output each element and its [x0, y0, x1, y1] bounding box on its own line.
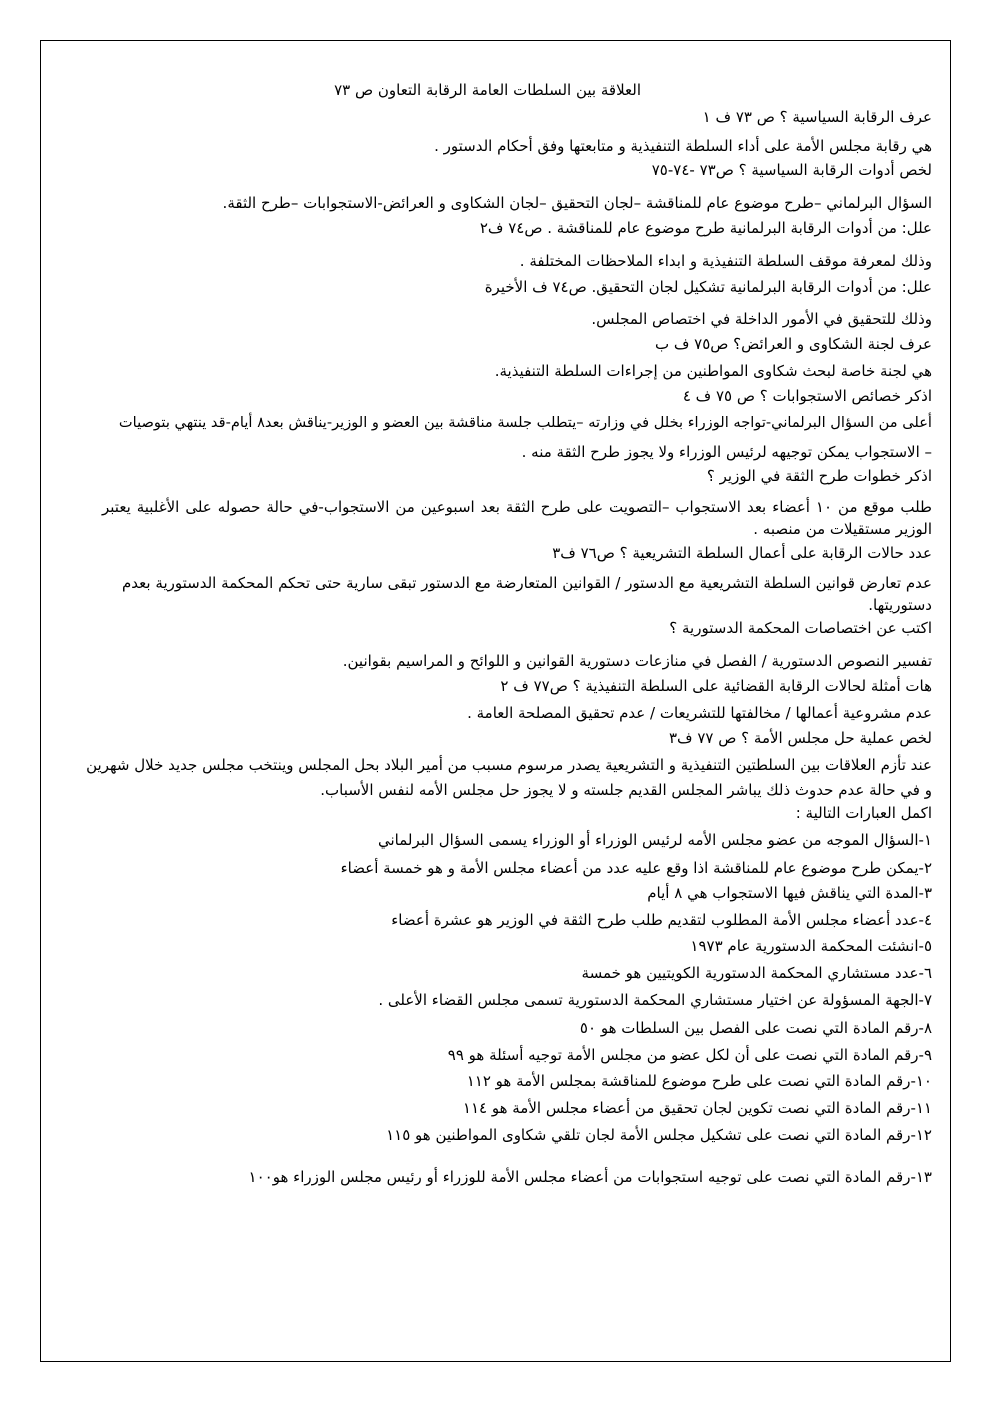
answer-paragraph: عدم تعارض قوانين السلطة التشريعية مع الدستور / القوانين المتعارضة مع الدستور تبقى سارية حتى تحكم المحكمة الدستورية بعدم دستوريتها. [122, 574, 932, 614]
completion-item: ٨-رقم المادة التي نصت على الفصل بين السلطات هو ٥٠ [579, 1019, 932, 1037]
completion-item: ٦-عدد مستشاري المحكمة الدستورية الكويتيين هو خمسة [581, 964, 932, 982]
completion-item: ٣-المدة التي يناقش فيها الاستجواب هي ٨ أيام [647, 884, 932, 902]
answer-line: هي لجنة خاصة لبحث شكاوى المواطنين من إجراءات السلطة التنفيذية. [494, 362, 932, 380]
completion-item: ١-السؤال الموجه من عضو مجلس الأمه لرئيس الوزراء أو الوزراء يسمى السؤال البرلماني [377, 831, 932, 849]
section-heading: اكمل العبارات التالية : [795, 804, 932, 822]
question-line: اذكر خطوات طرح الثقة في الوزير ؟ [706, 467, 932, 485]
answer-line: وذلك للتحقيق في الأمور الداخلة في اختصاص المجلس. [591, 310, 932, 328]
completion-item: ١١-رقم المادة التي نصت تكوين لجان تحقيق من أعضاء مجلس الأمة هو ١١٤ [462, 1099, 932, 1117]
answer-line: السؤال البرلماني –طرح موضوع عام للمناقشة –لجان التحقيق –لجان الشكاوى و العرائض-الاستجوابات –طرح الثقة. [222, 194, 932, 212]
question-line: لخص عملية حل مجلس الأمة ؟ ص ٧٧ ف٣ [668, 729, 932, 747]
question-line: عدد حالات الرقابة على أعمال السلطة التشريعية ؟ ص٧٦ ف٣ [552, 544, 932, 562]
question-line: لخص أدوات الرقابة السياسية ؟ ص٧٣ -٧٤-٧٥ [651, 161, 932, 179]
answer-line: وذلك لمعرفة موقف السلطة التنفيذية و ابداء الملاحظات المختلفة . [519, 252, 932, 270]
answer-line: تفسير النصوص الدستورية / الفصل في منازعات دستورية القوانين و اللوائح و المراسيم بقوانين. [342, 652, 932, 670]
answer-line: هي رقابة مجلس الأمة على أداء السلطة التنفيذية و متابعتها وفق أحكام الدستور . [434, 137, 932, 155]
completion-item: ١٢-رقم المادة التي نصت على تشكيل مجلس الأمة لجان تلقي شكاوى المواطنين هو ١١٥ [386, 1126, 932, 1144]
completion-item: ١٠-رقم المادة التي نصت على طرح موضوع للمناقشة بمجلس الأمة هو ١١٢ [466, 1072, 932, 1090]
answer-line: – الاستجواب يمكن توجيهه لرئيس الوزراء ولا يجوز طرح الثقة منه . [521, 443, 932, 461]
completion-item: ١٣-رقم المادة التي نصت على توجيه استجوابات من أعضاء مجلس الأمة للوزراء أو رئيس مجلس الوزراء هو١٠٠ [248, 1168, 932, 1186]
page-border [40, 40, 951, 1362]
answer-line: أعلى من السؤال البرلماني-تواجه الوزراء بخلل في وزارته –يتطلب جلسة مناقشة بين العضو و الوزير-يناقش بعد٨ أيام-قد ينتهي بتوصيات [118, 414, 932, 431]
completion-item: ٢-يمكن طرح موضوع عام للمناقشة اذا وقع عليه عدد من أعضاء مجلس الأمة و هو خمسة أعضاء [340, 859, 932, 877]
answer-line: عدم مشروعية أعمالها / مخالفتها للتشريعات / عدم تحقيق المصلحة العامة . [467, 704, 932, 722]
page-title: العلاقة بين السلطات العامة الرقابة التعاون ص ٧٣ [334, 81, 641, 99]
question-line: علل: من أدوات الرقابة البرلمانية تشكيل لجان التحقيق. ص٧٤ ف الأخيرة [484, 278, 932, 296]
completion-item: ٧-الجهة المسؤولة عن اختيار مستشاري المحكمة الدستورية تسمى مجلس القضاء الأعلى . [378, 991, 932, 1009]
question-line: اكتب عن اختصاصات المحكمة الدستورية ؟ [669, 619, 932, 637]
answer-paragraph: طلب موقع من ١٠ أعضاء بعد الاستجواب –التصويت على طرح الثقة بعد اسبوعين من الاستجواب-في حالة حصوله على الأغلبية يعتبر الوزير مستقيلات من منصبه . [102, 498, 932, 538]
question-line: عرف لجنة الشكاوى و العرائض؟ ص٧٥ ف ب [654, 335, 932, 353]
answer-line: عند تأزم العلاقات بين السلطتين التنفيذية و التشريعية يصدر مرسوم مسبب من أمير البلاد بحل المجلس وينتخب مجلس جديد خلال شهرين [86, 756, 932, 774]
completion-item: ٩-رقم المادة التي نصت على أن لكل عضو من مجلس الأمة توجيه أسئلة هو ٩٩ [447, 1046, 932, 1064]
question-line: علل: من أدوات الرقابة البرلمانية طرح موضوع عام للمناقشة . ص٧٤ ف٢ [479, 219, 932, 237]
completion-item: ٥-انشئت المحكمة الدستورية عام ١٩٧٣ [690, 937, 932, 955]
answer-line: و في حالة عدم حدوث ذلك يباشر المجلس القديم جلسته و لا يجوز حل مجلس الأمه لنفس الأسباب. [320, 781, 932, 799]
question-line: اذكر خصائص الاستجوابات ؟ ص ٧٥ ف ٤ [682, 387, 932, 405]
question-line: عرف الرقابة السياسية ؟ ص ٧٣ ف ١ [702, 108, 932, 126]
question-line: هات أمثلة لحالات الرقابة القضائية على السلطة التنفيذية ؟ ص٧٧ ف ٢ [500, 677, 932, 695]
completion-item: ٤-عدد أعضاء مجلس الأمة المطلوب لتقديم طلب طرح الثقة في الوزير هو عشرة أعضاء [391, 911, 932, 929]
